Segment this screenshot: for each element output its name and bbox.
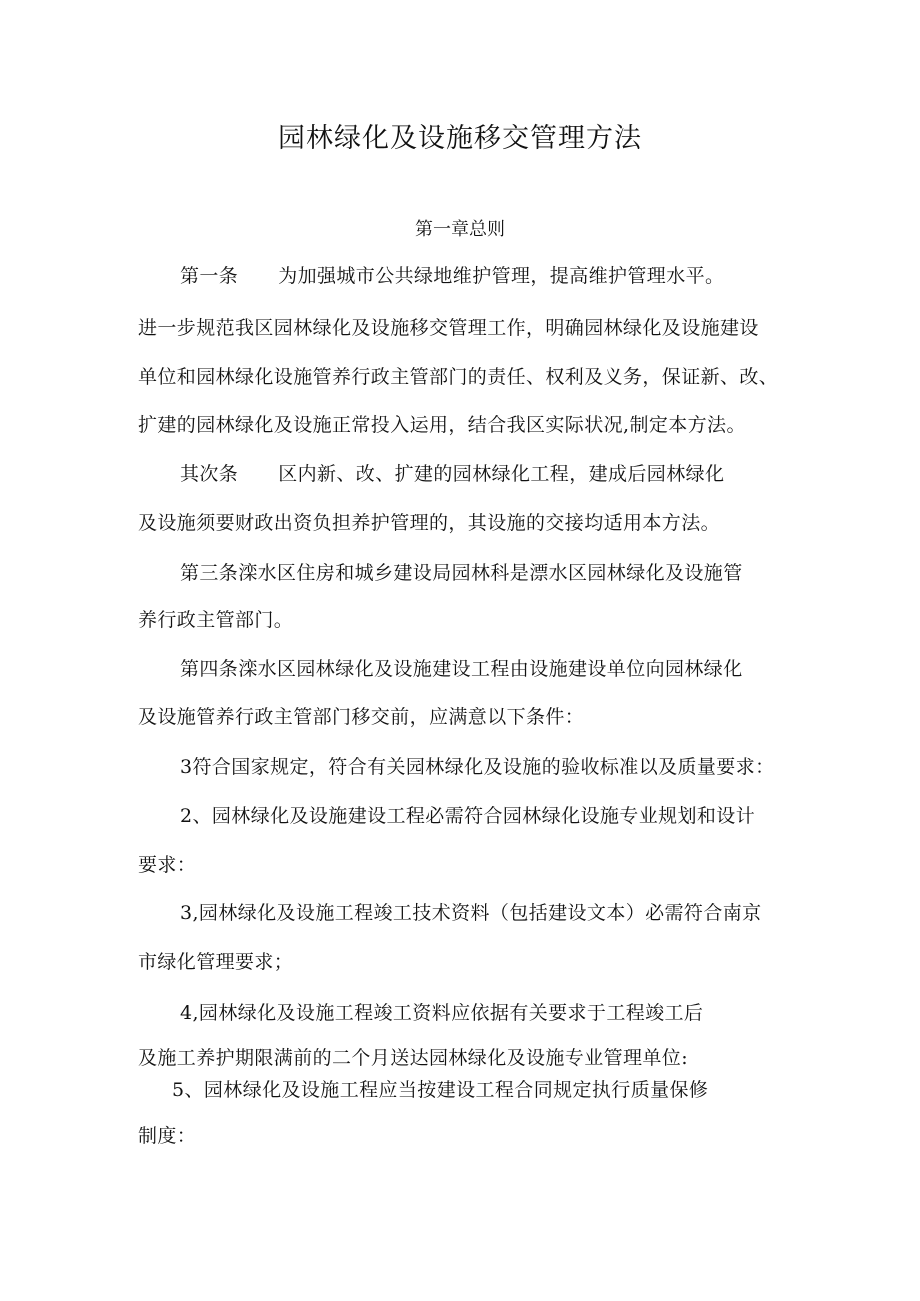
chapter-heading: 第一章总则 (415, 219, 505, 240)
paragraph-line: 及设施须要财政出资负担养护管理的，其设施的交接均适用本方法。 (138, 512, 721, 534)
list-item: 5、园林绿化及设施工程应当按建设工程合同规定执行质量保修 (172, 1079, 709, 1101)
paragraph-line: 第四条滦水区园林绿化及设施建设工程由设施建设单位向园林绿化 (180, 658, 743, 680)
paragraph-line: 制度： (138, 1125, 197, 1147)
list-item: 3符合国家规定，符合有关园林绿化及设施的验收标准以及质量要求： (180, 756, 775, 778)
paragraph-line: 扩建的园林绿化及设施正常投入运用，结合我区实际状况,制定本方法。 (138, 414, 746, 436)
article-text: 为加强城市公共绿地维护管理，提高维护管理水平。 (278, 265, 725, 287)
article-label: 第一条 (180, 265, 239, 287)
paragraph-line: 要求： (138, 854, 197, 876)
paragraph-line: 及施工养护期限满前的二个月送达园林绿化及设施专业管理单位: (138, 1047, 689, 1069)
paragraph-line: 及设施管养行政主管部门移交前，应满意以下条件： (138, 706, 585, 728)
list-item: 2、园林绿化及设施建设工程必需符合园林绿化设施专业规划和设计 (180, 805, 756, 827)
paragraph-line (180, 264, 724, 288)
paragraph-line: 单位和园林绿化设施管养行政主管部门的责任、权利及义务，保证新、改、 (138, 366, 779, 388)
paragraph-line: 第三条滦水区住房和城乡建设局园林科是漂水区园林绿化及设施管 (180, 562, 743, 584)
paragraph-line: 养行政主管部门。 (138, 609, 294, 631)
list-item: 3,园林绿化及设施工程竣工技术资料（包括建设文本）必需符合南京 (180, 902, 762, 924)
article-text: 区内新、改、扩建的园林绿化工程，建成后园林绿化 (278, 463, 725, 485)
paragraph-line (180, 462, 724, 486)
list-item: 4,园林绿化及设施工程竣工资料应依据有关要求于工程竣工后 (180, 1002, 704, 1024)
article-label: 其次条 (180, 463, 239, 485)
paragraph-line: 进一步规范我区园林绿化及设施移交管理工作，明确园林绿化及设施建设 (138, 317, 759, 339)
paragraph-line: 市绿化管理要求； (138, 951, 294, 973)
document-title: 园林绿化及设施移交管理方法 (278, 123, 642, 154)
